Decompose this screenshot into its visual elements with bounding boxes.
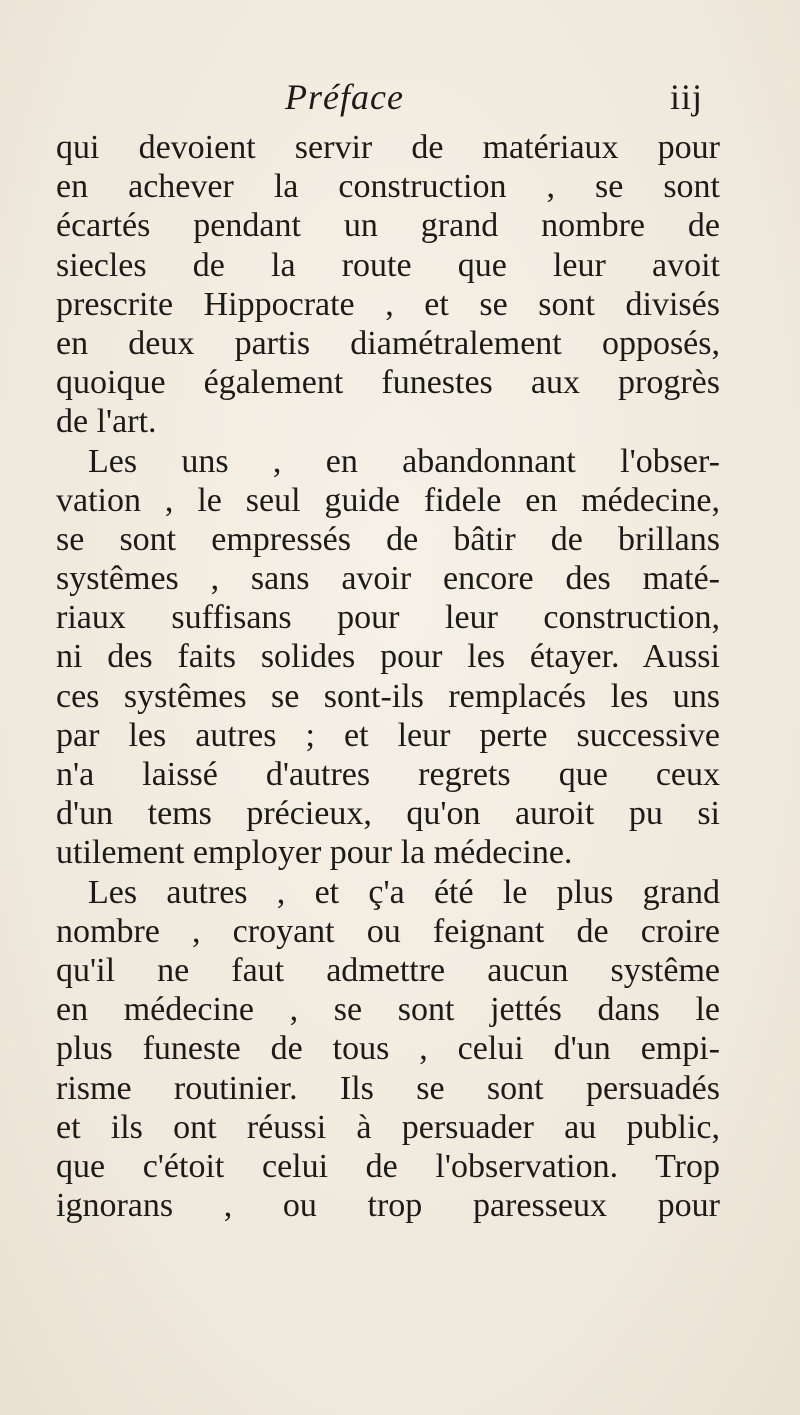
text-line: et ils ont réussi à persuader au public, (56, 1108, 720, 1146)
text-line: utilement employer pour la médecine. (56, 834, 573, 872)
text-line: quoique également funestes aux progrès (56, 364, 720, 402)
text-line: prescrite Hippocrate , et se sont divisés (56, 285, 720, 323)
text-line: d'un tems précieux, qu'on auroit pu si (56, 795, 720, 833)
text-line: risme routinier. Ils se sont persuadés (56, 1069, 720, 1107)
running-head (60, 76, 720, 124)
paragraph-start-line: Les autres , et ç'a été le plus grand (88, 873, 720, 911)
text-line: riaux suffisans pour leur construction, (56, 599, 720, 637)
text-line: en achever la construction , se sont (56, 168, 720, 206)
text-line: écartés pendant un grand nombre de (56, 207, 720, 245)
text-line: en médecine , se sont jettés dans le (56, 991, 720, 1029)
text-line: nombre , croyant ou feignant de croire (56, 912, 720, 950)
text-line: de l'art. (56, 403, 157, 441)
page-number: iij (670, 77, 704, 117)
text-line: systêmes , sans avoir encore des maté- (56, 560, 720, 598)
text-line: ni des faits solides pour les étayer. Aussi (56, 638, 720, 676)
paragraph-start-line: Les uns , en abandonnant l'obser- (88, 442, 720, 480)
text-line: en deux partis diamétralement opposés, (56, 324, 720, 362)
text-line: plus funeste de tous , celui d'un empi- (56, 1030, 720, 1068)
text-line: que c'étoit celui de l'observation. Trop (56, 1147, 720, 1185)
body-text (56, 128, 720, 1225)
running-head-title: Préface (285, 77, 404, 117)
text-line: siecles de la route que leur avoit (56, 246, 720, 284)
text-line: qui devoient servir de matériaux pour (56, 129, 720, 166)
text-line: par les autres ; et leur perte successive (56, 716, 720, 754)
text-line: vation , le seul guide fidele en médecine, (56, 481, 720, 519)
text-line: qu'il ne faut admettre aucun systême (56, 951, 720, 989)
text-line: ces systêmes se sont-ils remplacés les uns (56, 677, 720, 715)
text-line: ignorans , ou trop paresseux pour (56, 1187, 720, 1225)
text-line: n'a laissé d'autres regrets que ceux (56, 756, 720, 793)
text-line: se sont empressés de bâtir de brillans (56, 520, 720, 558)
